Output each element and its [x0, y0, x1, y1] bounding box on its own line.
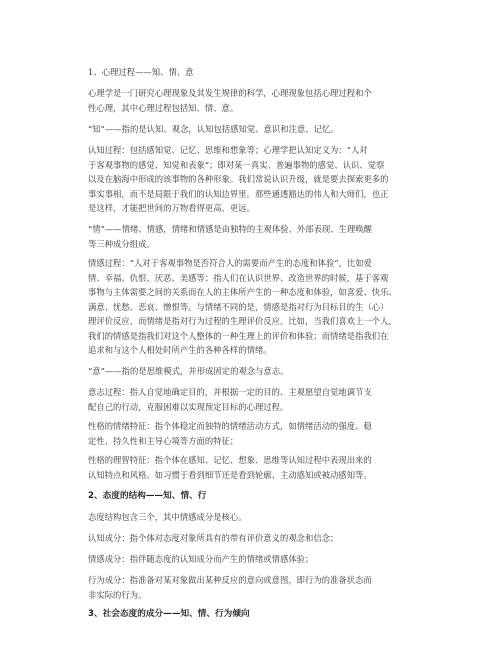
text-line: 心理学是一门研究心理现象及其发生规律的科学，心理现象包括心理过程和个: [88, 88, 372, 98]
paragraph-emotion: [88, 256, 416, 358]
text-line: 认知成分：指个体对态度对象所具有的带有评价意义的观念和信念；: [88, 533, 339, 543]
text-line: 性格的理智特征：指个体在感知、记忆、想象、思维等认知过程中表现出来的: [88, 455, 372, 465]
paragraph-zhi: [88, 122, 416, 137]
text-line: 性格的情绪特征：指个体稳定而独特的情绪活动方式，如情绪活动的强度、稳: [88, 421, 372, 431]
text-line: 是这样，才能把世间的万物看得更高、更远。: [88, 203, 255, 213]
text-line: 3、社会态度的成分——知、情、行为倾向: [88, 609, 250, 619]
text-line: 1、心理过程——知、情、意: [88, 67, 194, 77]
text-line: 事物与主体需要之间的关系而在人的主体所产生的一种态度和体验，如喜爱、快乐、: [88, 287, 397, 297]
text-line: 意志过程：指人自觉地确定目的，并根据一定的目的、主观愿望自觉地调节支: [88, 387, 372, 397]
text-line: 配自己的行动，克服困难以实现预定目标的心理过程。: [88, 401, 289, 412]
text-line: 情感过程：“人对于客观事物是否符合人的需要而产生的态度和体验”，比如爱: [88, 258, 373, 268]
text-line: 认知过程：包括感知觉、记忆、思维和想象等；心理学把认知定义为：“人对: [88, 145, 368, 155]
text-line: “情”——情绪、情感，情绪和情感是由独特的主观体验、外部表现、生理唤醒: [88, 224, 373, 234]
heading-1: [88, 65, 416, 80]
paragraph-cognition: [88, 143, 416, 216]
text-line: 理评价反应，而情绪是指对行为过程的生理评价反应。比如，当我们喜欢上一个人，: [88, 316, 397, 326]
text-line: 态度结构包含三个，其中情感成分是核心。: [88, 512, 247, 522]
paragraph-will: [88, 385, 416, 414]
text-line: 非实际的行为。: [88, 589, 147, 600]
text-line: 性心理，其中心理过程包括知、情、意。: [88, 102, 239, 113]
text-line: 行为成分：指准备对某对象做出某种反应的意向或意图，即行为的准备状态而: [88, 575, 372, 585]
text-line: 定性、持久性和主导心境等方面的特征；: [88, 435, 239, 446]
paragraph-qing: [88, 222, 416, 251]
text-line: 我们的情感是指我们对这个人整体的一种生理上的评价和体验；而情绪是指我们在: [88, 330, 389, 341]
text-line: 满意、忧愁、悲哀、憎恨等。与情绪不同的是，情感是指对行为目标目的生（心）: [88, 301, 389, 312]
paragraph-cognitive-component: [88, 531, 416, 546]
paragraph-emotional-component: [88, 552, 416, 567]
paragraph-emotion-trait: [88, 419, 416, 448]
text-line: 等三种成分组成。: [88, 238, 155, 249]
paragraph-attitude-structure: [88, 510, 416, 525]
paragraph-behavioral-component: [88, 573, 416, 602]
heading-3: [88, 607, 416, 622]
paragraph-intro: [88, 86, 416, 115]
paragraph-intellect-trait: [88, 453, 416, 482]
text-line: 情、幸福、仇恨、厌恶、美感等；指人们在认识世界、改造世界的时候，基于客观: [88, 272, 389, 283]
text-line: “知”——指的是认知、观念，认知包括感知觉、意识和注意、记忆。: [88, 124, 339, 134]
text-line: 认知特点和风格。如习惯于看到细节还是看到轮廓、主动感知或被动感知等。: [88, 469, 372, 480]
text-line: 追求和与这个人相处时所产生的各种各样的情绪。: [88, 345, 272, 355]
text-line: 以及在脑海中形成的该事物的各种形象。我们常说认识升级，就是要去探索更多的: [88, 174, 389, 184]
text-line: “意”——指的是思维模式，并形成固定的观念与意志。: [88, 366, 289, 376]
text-line: 情感成分：指伴随态度的认知成分而产生的情绪或情感体验；: [88, 554, 314, 564]
paragraph-yi: [88, 364, 416, 379]
heading-2: [88, 489, 416, 504]
text-line: 于客观事物的感觉、知觉和表象”；即对某一真实、普遍事物的感觉、认识、觉察: [88, 159, 385, 170]
text-line: 事实事相，而不是局限于我们的认知边界里。那些通透豁达的伟人和大师们，也正: [88, 188, 389, 199]
text-line: 2、态度的结构——知、情、行: [88, 491, 207, 501]
